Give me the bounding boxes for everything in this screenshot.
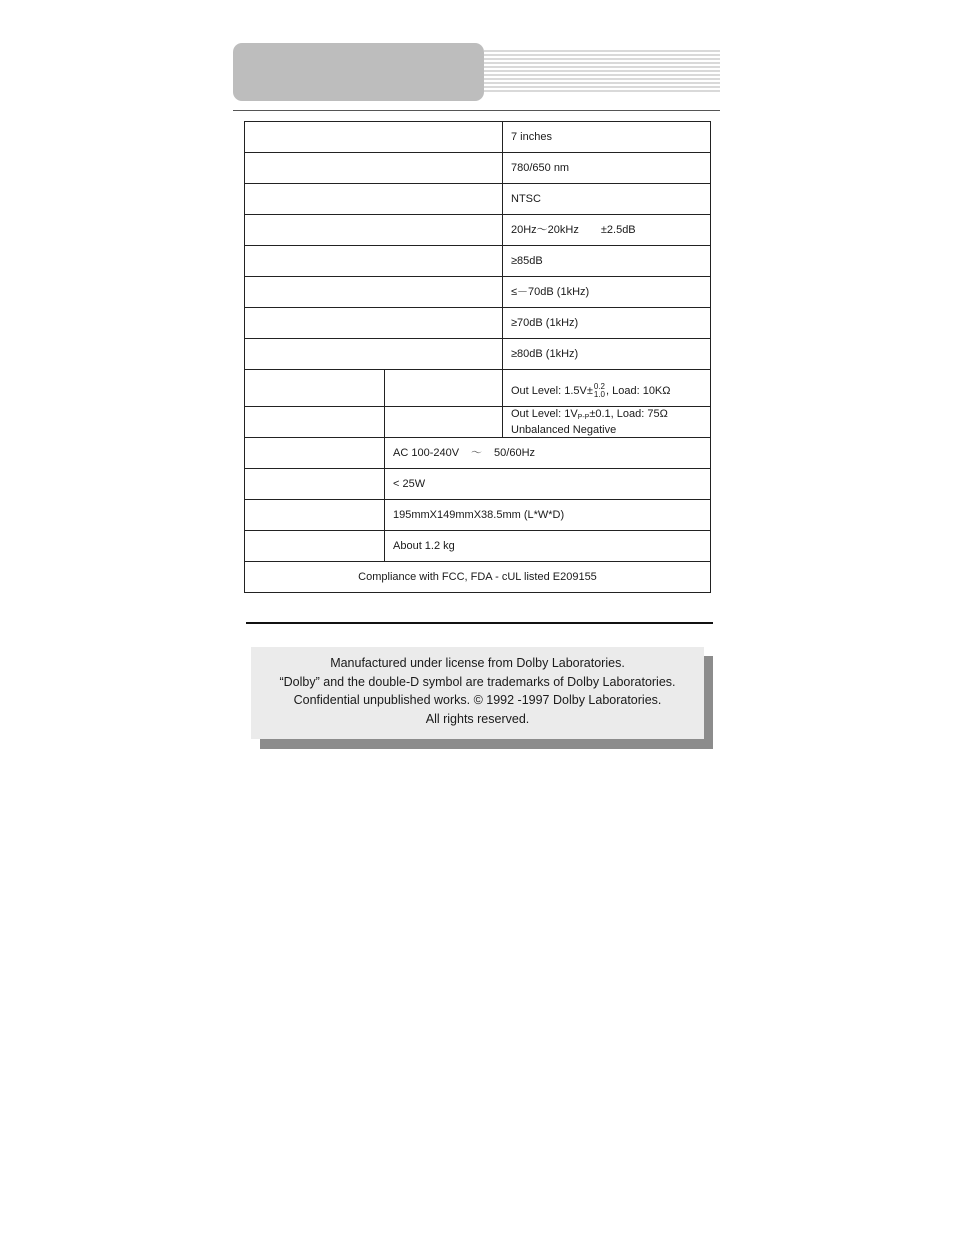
table-row: [245, 277, 711, 308]
video-out-level: Out Level: 1V: [511, 407, 578, 420]
spec-value: 780/650 nm: [503, 153, 711, 184]
spec-label: [245, 407, 385, 438]
spec-value: 7 inches: [503, 122, 711, 153]
power-voltage: AC 100-240V: [393, 446, 460, 459]
spec-label: [245, 500, 385, 531]
spec-label: [245, 339, 503, 370]
section-divider: [246, 622, 713, 624]
table-row: [245, 184, 711, 215]
video-out-subscript: P-P: [577, 413, 590, 421]
table-row: [245, 122, 711, 153]
table-row: [245, 469, 711, 500]
header-tab: [233, 43, 484, 101]
table-row: [245, 438, 711, 469]
spec-label: [245, 246, 503, 277]
audio-out-level: Out Level: 1.5V±: [511, 384, 593, 397]
audio-out-load: , Load: 10KΩ: [606, 384, 671, 397]
spec-label: [245, 184, 503, 215]
spec-label: [245, 153, 503, 184]
frequency-tolerance: ±2.5dB: [600, 223, 636, 236]
dolby-license-notice: [251, 647, 704, 739]
tolerance-lower: 1.0: [593, 390, 605, 399]
audio-out-value: [503, 370, 711, 407]
table-row: [245, 500, 711, 531]
power-consumption-value: < 25W: [385, 469, 711, 500]
spec-label: [245, 438, 385, 469]
spec-label: [245, 215, 503, 246]
spec-value: ≥80dB (1kHz): [503, 339, 711, 370]
dimensions-value: 195mmX149mmX38.5mm (L*W*D): [385, 500, 711, 531]
table-row: [245, 370, 711, 407]
spec-value: NTSC: [503, 184, 711, 215]
table-row: [245, 308, 711, 339]
spec-label: [245, 370, 385, 407]
frequency-range: 20Hz～20kHz: [511, 223, 579, 236]
weight-value: About 1.2 kg: [385, 531, 711, 562]
spec-label: [245, 277, 503, 308]
video-out-value: [503, 407, 711, 438]
header-rule: [233, 110, 720, 111]
spec-value: ≤－70dB (1kHz): [503, 277, 711, 308]
compliance-value: Compliance with FCC, FDA - cUL listed E209155: [245, 562, 711, 593]
table-row: [245, 339, 711, 370]
spec-sublabel: [385, 370, 503, 407]
table-row: [245, 407, 711, 438]
tolerance-upper: 0.2: [593, 382, 605, 391]
table-row: [245, 153, 711, 184]
specifications-table: [244, 121, 711, 593]
video-out-type: Unbalanced Negative: [511, 423, 617, 436]
table-row: [245, 562, 711, 593]
table-row: [245, 531, 711, 562]
notice-line: “Dolby” and the double-D symbol are trademarks of Dolby Laboratories.: [279, 674, 676, 689]
notice-line: Confidential unpublished works. © 1992 -1997 Dolby Laboratories.: [293, 693, 662, 707]
spec-value: [503, 215, 711, 246]
ac-tilde: ～: [471, 446, 483, 459]
notice-line: All rights reserved.: [425, 711, 530, 726]
spec-value: ≥70dB (1kHz): [503, 308, 711, 339]
table-row: [245, 246, 711, 277]
spec-label: [245, 531, 385, 562]
table-row: [245, 215, 711, 246]
video-out-load: ±0.1, Load: 75Ω: [589, 407, 668, 420]
spec-label: [245, 308, 503, 339]
spec-sublabel: [385, 407, 503, 438]
audio-out-tolerance: [594, 383, 605, 399]
spec-label: [245, 469, 385, 500]
spec-value: ≥85dB: [503, 246, 711, 277]
header-decorative-lines: [484, 50, 720, 94]
spec-label: [245, 122, 503, 153]
notice-line: Manufactured under license from Dolby Laboratories.: [330, 656, 625, 670]
power-frequency: 50/60Hz: [494, 446, 536, 459]
power-supply-value: [385, 438, 711, 469]
